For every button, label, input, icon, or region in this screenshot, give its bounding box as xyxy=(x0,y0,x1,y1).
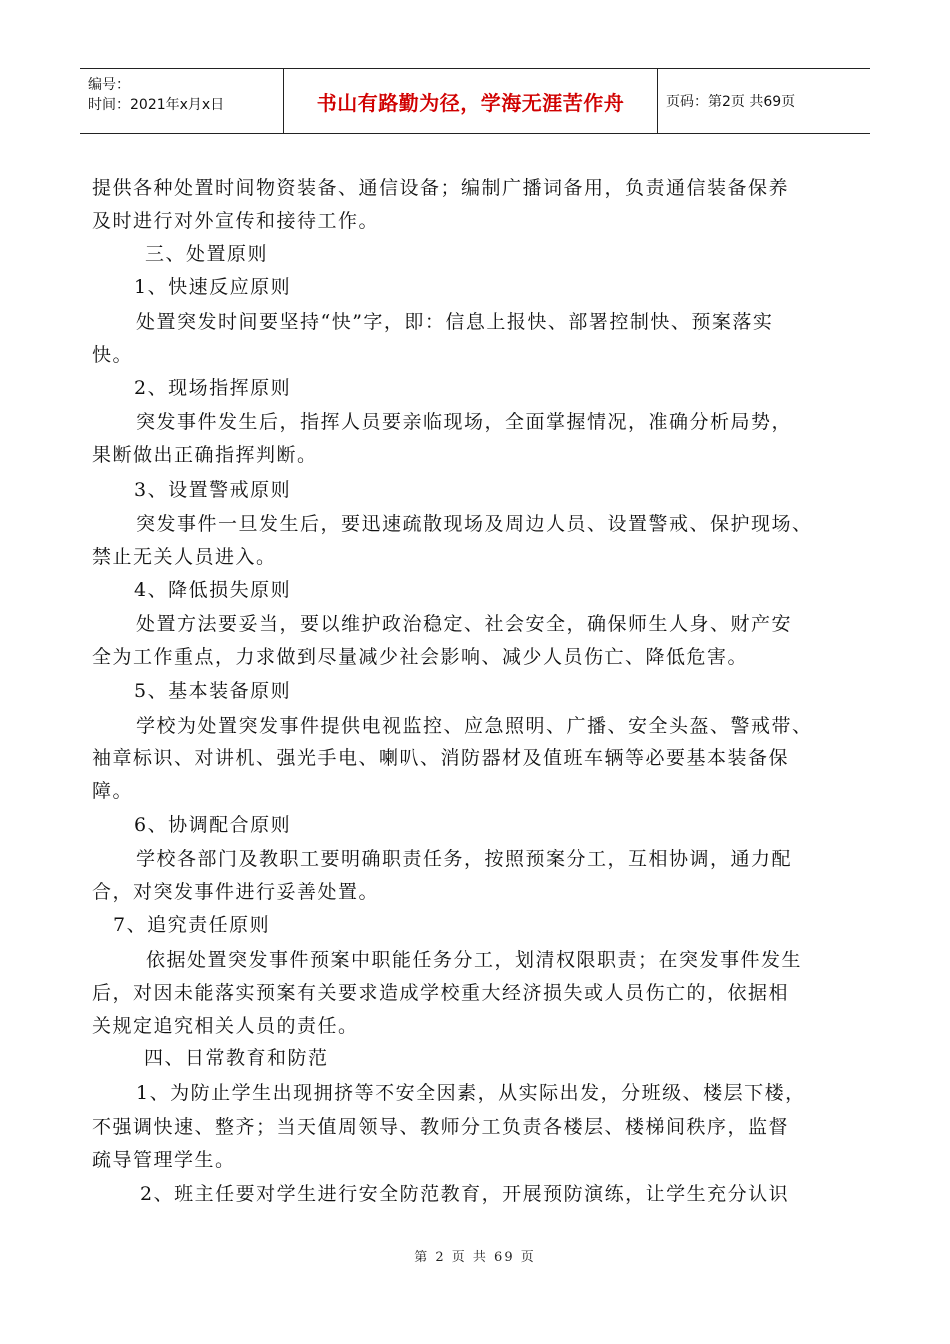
text-line: 学校各部门及教职工要明确职责任务，按照预案分工，互相协调，通力配 xyxy=(136,848,793,870)
text-line: 全为工作重点，力求做到尽量减少社会影响、减少人员伤亡、降低危害。 xyxy=(92,646,749,668)
text-line: 1、为防止学生出现拥挤等不安全因素，从实际出发，分班级、楼层下楼， xyxy=(136,1082,806,1104)
text-line: 2、班主任要对学生进行安全防范教育，开展预防演练，让学生充分认识 xyxy=(140,1183,790,1205)
number-label: 编号： xyxy=(88,77,130,93)
page-indicator: 页码：第2页 共69页 xyxy=(666,94,796,110)
subheading: 1、快速反应原则 xyxy=(134,276,292,298)
section-heading: 三、处置原则 xyxy=(145,243,269,265)
text-line: 处置方法要妥当，要以维护政治稳定、社会安全，确保师生人身、财产安 xyxy=(136,613,793,635)
text-line: 提供各种处置时间物资装备、通信设备；编制广播词备用，负责通信装备保养 xyxy=(92,177,790,199)
section-heading: 四、日常教育和防范 xyxy=(144,1047,329,1069)
text-line: 及时进行对外宣传和接待工作。 xyxy=(92,210,380,232)
header-motto: 书山有路勤为径，学海无涯苦作舟 xyxy=(284,69,658,133)
subheading: 2、现场指挥原则 xyxy=(134,377,292,399)
text-line: 障。 xyxy=(92,780,134,802)
text-line: 袖章标识、对讲机、强光手电、喇叭、消防器材及值班车辆等必要基本装备保 xyxy=(92,747,790,769)
subheading: 3、设置警戒原则 xyxy=(134,479,292,501)
text-line: 突发事件发生后，指挥人员要亲临现场，全面掌握情况，准确分析局势， xyxy=(136,411,793,433)
subheading: 4、降低损失原则 xyxy=(134,579,292,601)
text-line: 合，对突发事件进行妥善处置。 xyxy=(92,881,380,903)
text-line: 后，对因未能落实预案有关要求造成学校重大经济损失或人员伤亡的，依据相 xyxy=(92,982,790,1004)
text-line: 快。 xyxy=(92,344,134,366)
subheading: 6、协调配合原则 xyxy=(134,814,292,836)
text-line: 禁止无关人员进入。 xyxy=(92,546,277,568)
subheading: 5、基本装备原则 xyxy=(134,680,292,702)
page-footer: 第 2 页 共 69 页 xyxy=(414,1250,536,1265)
text-line: 不强调快速、整齐；当天值周领导、教师分工负责各楼层、楼梯间秩序，监督 xyxy=(92,1116,790,1138)
text-line: 果断做出正确指挥判断。 xyxy=(92,444,318,466)
subheading: 7、追究责任原则 xyxy=(113,914,271,936)
text-line: 依据处置突发事件预案中职能任务分工，划清权限职责；在突发事件发生 xyxy=(146,949,803,971)
text-line: 疏导管理学生。 xyxy=(92,1149,236,1171)
time-label: 时间：2021年x月x日 xyxy=(88,97,225,113)
text-line: 处置突发时间要坚持“快”字，即：信息上报快、部署控制快、预案落实 xyxy=(136,311,774,333)
header-meta xyxy=(80,69,284,133)
text-line: 突发事件一旦发生后，要迅速疏散现场及周边人员、设置警戒、保护现场、 xyxy=(136,513,813,535)
page-header xyxy=(80,68,870,134)
text-line: 关规定追究相关人员的责任。 xyxy=(92,1015,359,1037)
text-line: 学校为处置突发事件提供电视监控、应急照明、广播、安全头盔、警戒带、 xyxy=(136,715,813,737)
